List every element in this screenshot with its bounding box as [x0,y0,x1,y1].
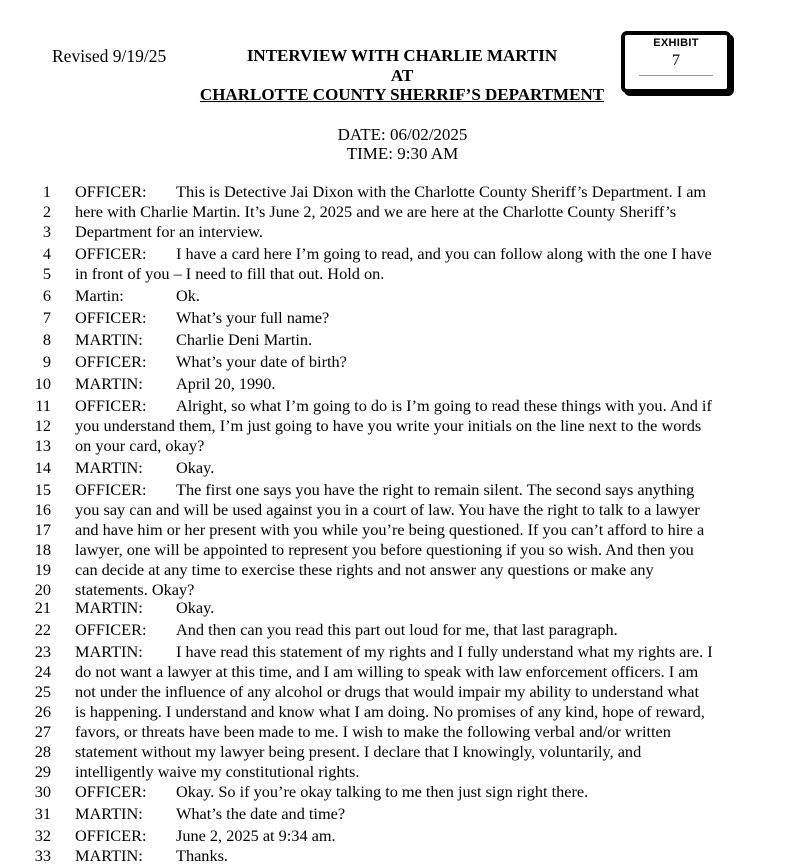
title-line-1: INTERVIEW WITH CHARLIE MARTIN [246,46,558,65]
line-number: 7 [42,308,51,327]
transcript-line [0,642,809,662]
transcript-line [0,682,809,702]
line-number: 11 [35,396,51,415]
transcript-line [0,374,809,394]
transcript-line [0,500,809,520]
speaker-label: MARTIN: [75,804,143,823]
transcript-line [0,598,809,618]
transcript-line [0,264,809,284]
speaker-label: MARTIN: [75,846,143,865]
line-text: you say can and will be used against you in a court of law. You have the right to talk to a lawyer [75,500,700,519]
line-text: And then can you read this part out loud for me, that last paragraph. [176,620,618,639]
line-text: do not want a lawyer at this time, and I am willing to speak with law enforcement officers. I am [75,662,699,681]
line-text: April 20, 1990. [176,374,276,393]
line-number: 31 [34,804,51,823]
transcript-line [0,620,809,640]
line-text: Okay. So if you’re okay talking to me then just sign right there. [176,782,589,801]
transcript-line [0,540,809,560]
title-line-3: CHARLOTTE COUNTY SHERRIF’S DEPARTMENT [199,85,605,104]
speaker-label: MARTIN: [75,642,143,661]
line-text: I have a card here I’m going to read, and you can follow along with the one I have [176,244,712,263]
line-text: Thanks. [176,846,228,865]
line-text: is happening. I understand and know what I am doing. No promises of any kind, hope of reward, [75,702,705,721]
line-text: statement without my lawyer being present. I declare that I knowingly, voluntarily, and [75,742,642,761]
transcript-line [0,722,809,742]
line-number: 13 [34,436,51,455]
transcript-line [0,222,809,242]
line-text: on your card, okay? [75,436,205,455]
line-number: 30 [34,782,51,801]
transcript-line [0,352,809,372]
title-line-2: AT [390,65,414,85]
transcript-line [0,480,809,500]
transcript-line [0,416,809,436]
line-text: June 2, 2025 at 9:34 am. [176,826,336,845]
speaker-label: Martin: [75,286,124,305]
transcript-line [0,436,809,456]
interview-date: DATE: 06/02/2025 [337,125,468,144]
line-number: 23 [34,642,51,661]
line-number: 29 [34,762,51,781]
line-text: What’s your full name? [176,308,330,327]
line-number: 26 [34,702,51,721]
speaker-label: MARTIN: [75,330,143,349]
exhibit-sticker [621,31,731,93]
line-text: The first one says you have the right to remain silent. The second says anything [176,480,695,499]
line-text: I have read this statement of my rights and I fully understand what my rights are. I [176,642,713,661]
transcript-line [0,560,809,580]
transcript-line [0,662,809,682]
line-text: Department for an interview. [75,222,263,241]
line-number: 5 [42,264,51,283]
line-number: 2 [42,202,51,221]
line-text: favors, or threats have been made to me. I wish to make the following verbal and/or written [75,722,671,741]
line-text: Ok. [176,286,200,305]
line-text: Okay. [176,458,215,477]
line-number: 33 [34,846,51,865]
line-number: 27 [34,722,51,741]
transcript-line [0,244,809,264]
speaker-label: OFFICER: [75,620,147,639]
line-text: This is Detective Jai Dixon with the Charlotte County Sheriff’s Department. I am [176,182,707,201]
line-number: 16 [34,500,51,519]
line-text: Charlie Deni Martin. [176,330,313,349]
line-number: 25 [34,682,51,701]
line-number: 19 [34,560,51,579]
line-number: 10 [34,374,51,393]
speaker-label: OFFICER: [75,244,147,263]
speaker-label: MARTIN: [75,598,143,617]
transcript-line [0,742,809,762]
transcript-line [0,846,809,866]
line-number: 17 [34,520,51,539]
line-text: What’s the date and time? [176,804,346,823]
line-number: 1 [42,182,51,201]
speaker-label: OFFICER: [75,826,147,845]
speaker-label: OFFICER: [75,782,147,801]
line-number: 8 [42,330,51,349]
line-number: 12 [34,416,51,435]
line-text: and have him or her present with you while you’re being questioned. If you can’t afford to hire a [75,520,705,539]
exhibit-underline [639,75,713,76]
transcript-line [0,580,809,600]
transcript-line [0,826,809,846]
transcript-line [0,782,809,802]
line-number: 4 [42,244,51,263]
line-text: can decide at any time to exercise these rights and not answer any questions or make any [75,560,654,579]
speaker-label: MARTIN: [75,374,143,393]
line-text: intelligently waive my constitutional rights. [75,762,360,781]
transcript-line [0,286,809,306]
line-number: 24 [34,662,51,681]
line-number: 20 [34,580,51,599]
line-number: 21 [34,598,51,617]
exhibit-number: 7 [672,52,680,69]
transcript-line [0,308,809,328]
speaker-label: OFFICER: [75,480,147,499]
line-number: 6 [42,286,51,305]
interview-time: TIME: 9:30 AM [346,144,459,163]
line-number: 15 [34,480,51,499]
line-number: 3 [42,222,51,241]
transcript-line [0,804,809,824]
document-title [170,46,634,105]
line-number: 9 [42,352,51,371]
line-text: statements. Okay? [75,580,195,599]
line-number: 14 [34,458,51,477]
line-number: 32 [34,826,51,845]
transcript-line [0,702,809,722]
line-text: here with Charlie Martin. It’s June 2, 2025 and we are here at the Charlotte County Sheriff’s [75,202,677,221]
transcript-line [0,396,809,416]
transcript-line [0,330,809,350]
line-number: 28 [34,742,51,761]
exhibit-label: EXHIBIT [653,37,699,49]
line-text: in front of you – I need to fill that out. Hold on. [75,264,385,283]
line-text: lawyer, one will be appointed to represent you before questioning if you so wish. And then you [75,540,694,559]
line-text: Alright, so what I’m going to do is I’m going to read these things with you. And if [176,396,712,415]
line-text: Okay. [176,598,215,617]
line-text: not under the influence of any alcohol or drugs that would impair my ability to understand what [75,682,699,701]
transcript-line [0,762,809,782]
speaker-label: OFFICER: [75,352,147,371]
speaker-label: OFFICER: [75,396,147,415]
transcript-line [0,202,809,222]
line-text: you understand them, I’m just going to have you write your initials on the line next to the words [75,416,702,435]
line-text: What’s your date of birth? [176,352,347,371]
line-number: 18 [34,540,51,559]
transcript-line [0,182,809,202]
line-number: 22 [34,620,51,639]
transcript-line [0,520,809,540]
transcript-line [0,458,809,478]
speaker-label: MARTIN: [75,458,143,477]
speaker-label: OFFICER: [75,308,147,327]
speaker-label: OFFICER: [75,182,147,201]
revised-date: Revised 9/19/25 [52,46,167,66]
